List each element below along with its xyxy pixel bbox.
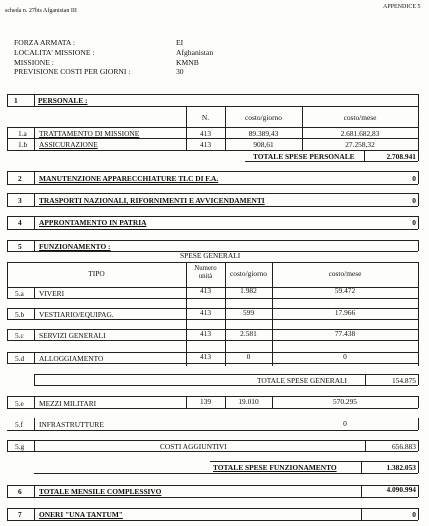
section-6-value: 4.090.994: [386, 485, 416, 494]
section-4-value: 0: [412, 218, 416, 227]
costi-aggiuntivi-value: 656.883: [391, 442, 416, 451]
row-costo-giorno: 1.982: [240, 286, 257, 295]
row-code: 5.a: [15, 289, 24, 298]
row-costo-giorno: 908,61: [253, 140, 274, 149]
appendice-label: APPENDICE 5: [383, 4, 421, 10]
row-code: 1.a: [18, 129, 27, 138]
row-label: MEZZI MILITARI: [39, 399, 97, 408]
label-forza-armata: FORZA ARMATA :: [14, 38, 75, 47]
row-label: SERVIZI GENERALI: [39, 331, 106, 340]
row-code: 1.b: [18, 140, 28, 149]
total-personale-value: 2.708.941: [386, 152, 416, 161]
total-generali-label: TOTALE SPESE GENERALI: [257, 376, 348, 385]
section-4-title: APPRONTAMENTO IN PATRIA: [39, 218, 147, 227]
row-label: INFRASTRUTTURE: [39, 420, 104, 429]
value-forza-armata: EI: [176, 38, 184, 47]
section-6-title: TOTALE MENSILE COMPLESSIVO: [39, 487, 162, 496]
row-costo-mese: 570.295: [332, 397, 358, 406]
label-localita: LOCALITA' MISSIONE :: [14, 47, 95, 57]
row-numero: 413: [199, 308, 212, 317]
spese-generali-heading: SPESE GENERALI: [180, 251, 241, 260]
row-code: 5.b: [15, 310, 25, 319]
row-costo-mese: 0: [343, 419, 347, 428]
value-missione: KMNB: [176, 57, 199, 67]
row-costo-mese: 77.438: [334, 329, 356, 338]
total-funzionamento-label: TOTALE SPESE FUNZIONAMENTO: [213, 463, 337, 472]
scheda-label: scheda n. 27bis Afganistan III: [5, 8, 77, 14]
row-code: 5.f: [15, 420, 24, 429]
row-costo-giorno: 89.389,43: [248, 129, 279, 138]
section-3-number: 3: [18, 196, 22, 205]
row-code: 5.c: [15, 331, 24, 340]
row-costo-giorno: 2.581: [240, 329, 257, 338]
row-costo-mese: 0: [343, 352, 347, 361]
total-generali-value: 154.875: [391, 376, 416, 385]
section-2-value: 0: [412, 174, 416, 183]
row-code: 5.d: [15, 354, 25, 363]
section-5-number: 5: [18, 242, 22, 251]
row-costo-giorno: 19.010: [238, 397, 259, 406]
value-giorni: 30: [176, 67, 184, 77]
row-label: COSTI AGGIUNTIVI: [160, 442, 227, 451]
section-2-title: MANUTENZIONE APPARECCHIATURE TLC DI F.A.: [39, 174, 219, 183]
row-label: ALLOGGIAMENTO: [39, 354, 104, 363]
row-costo-mese: 27.258,32: [345, 140, 375, 149]
total-personale-label: TOTALE SPESE PERSONALE: [253, 152, 355, 161]
row-costo-giorno: 599: [242, 308, 255, 317]
col-tipo-header: TIPO: [88, 269, 105, 278]
col-costo-giorno-header: costo/giorno: [245, 113, 282, 122]
row-numero: 413: [199, 286, 212, 295]
label-missione: MISSIONE :: [14, 57, 54, 67]
section-7-value: 0: [412, 510, 416, 519]
section-3-title: TRASPORTI NAZIONALI, RIFORNIMENTI E AVVICENDAMENTI: [39, 196, 265, 205]
col-numero-unita-header: Numero unità: [194, 265, 217, 280]
row-n: 413: [199, 129, 212, 138]
row-code: 5.g: [15, 442, 25, 451]
row-label: ASSICURAZIONE: [39, 140, 98, 149]
row-costo-mese: 17.966: [334, 308, 356, 317]
col-n-header: N.: [201, 113, 210, 122]
row-n: 413: [199, 140, 212, 149]
section-7-title: ONERI "UNA TANTUM": [39, 510, 123, 519]
meta-labels: [14, 38, 130, 77]
meta-values: [176, 38, 213, 77]
col-costo-mese-header: costo/mese: [328, 269, 362, 278]
row-label: VESTIARIO/EQUIPAG.: [39, 310, 114, 319]
section-3-value: 0: [412, 196, 416, 205]
col-costo-giorno-header: costo/giorno: [230, 269, 267, 278]
row-costo-giorno: 0: [246, 352, 251, 361]
row-costo-mese: 59.472: [334, 286, 356, 295]
section-4-number: 4: [18, 218, 22, 227]
section-6-number: 6: [18, 487, 22, 496]
label-giorni: PREVISIONE COSTI PER GIORNI :: [14, 67, 131, 77]
section-2-number: 2: [18, 174, 22, 183]
row-label: TRATTAMENTO DI MISSIONE: [39, 129, 140, 138]
col-costo-mese-header: costo/mese: [343, 113, 377, 122]
row-code: 5.e: [15, 399, 24, 408]
row-costo-mese: 2.681.682,83: [340, 129, 380, 138]
total-funzionamento-value: 1.382.053: [386, 463, 416, 472]
section-1-number: 1: [14, 96, 18, 105]
section-1-title: PERSONALE :: [38, 96, 88, 105]
value-localita: Afghanistan: [176, 47, 214, 57]
row-label: VIVERI: [39, 289, 65, 298]
row-numero: 139: [199, 397, 212, 406]
row-numero: 413: [199, 352, 212, 361]
row-numero: 413: [199, 329, 212, 338]
section-5-title: FUNZIONAMENTO :: [39, 242, 111, 251]
section-7-number: 7: [18, 510, 22, 519]
